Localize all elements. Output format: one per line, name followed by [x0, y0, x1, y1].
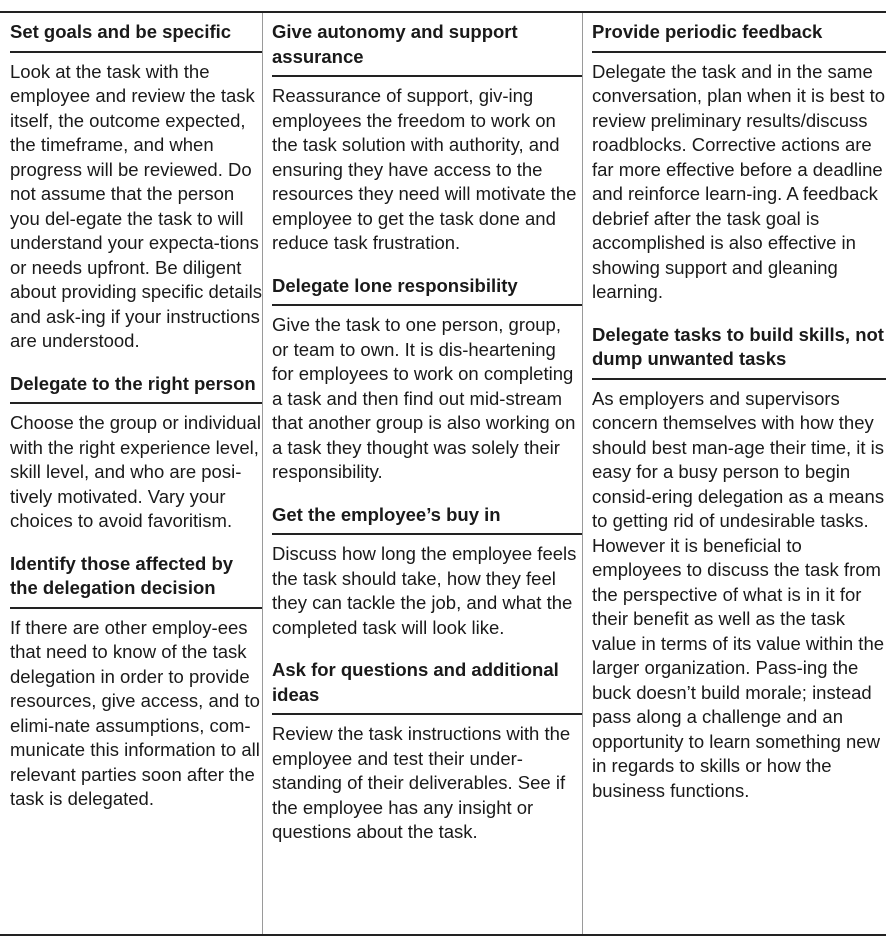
section-questions-ideas [272, 651, 582, 845]
section-body: Review the task instructions with the employee and test their under-​standing of their deliverables. See if the employee has any insight or questions about the task. [272, 723, 571, 842]
section-heading: Give autonomy and support assurance [272, 13, 582, 77]
section-heading: Identify those affected by the delegation decision [10, 545, 262, 609]
section-body: If there are other employ-​ees that need to know of the task delegation in order to provide resources, give access, and to elimi-​nate assumptions, com-​municate this information to all relevant parties soon after the task is delegated. [10, 616, 260, 809]
column-1 [0, 13, 262, 934]
section-identify-affected [10, 545, 262, 812]
section-lone-responsibility [272, 267, 582, 485]
section-heading: Ask for questions and additional ideas [272, 651, 582, 715]
section-body: Look at the task with the employee and review the task itself, the outcome expected, the timeframe, and when progress will be reviewed. Do not assume that the person you del-​egate the task to will understand your expecta-​tions or needs upfront. Be diligent about providing specific details and ask-​ing if your instructions are understood. [10, 60, 262, 351]
section-body: Choose the group or individual with the right experience level, skill level, and who are posi-​tively motivated. Vary your choices to avoid favoritism. [10, 412, 261, 531]
section-right-person [10, 365, 262, 534]
section-body: Delegate the task and in the same conversation, plan when it is best to review preliminary results/discuss roadblocks. Corrective actions are far more effective before a deadline and reinforce learn-​ing. A feedback debrief after the task goal is accomplished is also effective in showing support and gleaning learning. [592, 60, 886, 302]
section-set-goals [10, 13, 262, 354]
section-periodic-feedback [592, 13, 886, 305]
section-buy-in [272, 496, 582, 641]
column-3 [582, 13, 886, 934]
bottom-rule [0, 934, 886, 936]
section-body: Reassurance of support, giv-​ing employees the freedom to work on the task solution with authority, and ensuring they have access to the resources they need will motivate the employee to get the task done and reduce task frustration. [272, 85, 577, 253]
section-heading: Get the employee’s buy in [272, 496, 582, 536]
section-build-skills [592, 316, 886, 804]
section-heading: Delegate lone responsibility [272, 267, 582, 307]
column-2 [262, 13, 582, 934]
section-autonomy [272, 13, 582, 256]
section-body: As employers and supervisors concern themselves with how they should best man-​age their time, it is easy for a busy person to begin consid-​ering delegation as a means to getting rid of undesirable tasks. However it is beneficial to employees to discuss the task from the perspective of what is in it for their benefit as well as the task value in terms of its value within the larger organization. Pass-​ing the buck doesn’t build morale; instead pass along a challenge and an opportunity to learn something new in regards to skills or how the business functions. [592, 387, 885, 801]
section-heading: Set goals and be specific [10, 13, 262, 53]
section-heading: Delegate to the right person [10, 365, 262, 405]
section-body: Discuss how long the employee feels the task should take, how they feel they can tackle the job, and what the completed task will look like. [272, 543, 577, 638]
section-body: Give the task to one person, group, or team to own. It is dis-​heartening for employees to work on completing a task and then find out mid-stream that another group is also working on a task they thought was solely their responsibility. [272, 314, 576, 482]
section-heading: Delegate tasks to build skills, not dump unwanted tasks [592, 316, 886, 380]
section-heading: Provide periodic feedback [592, 13, 886, 53]
